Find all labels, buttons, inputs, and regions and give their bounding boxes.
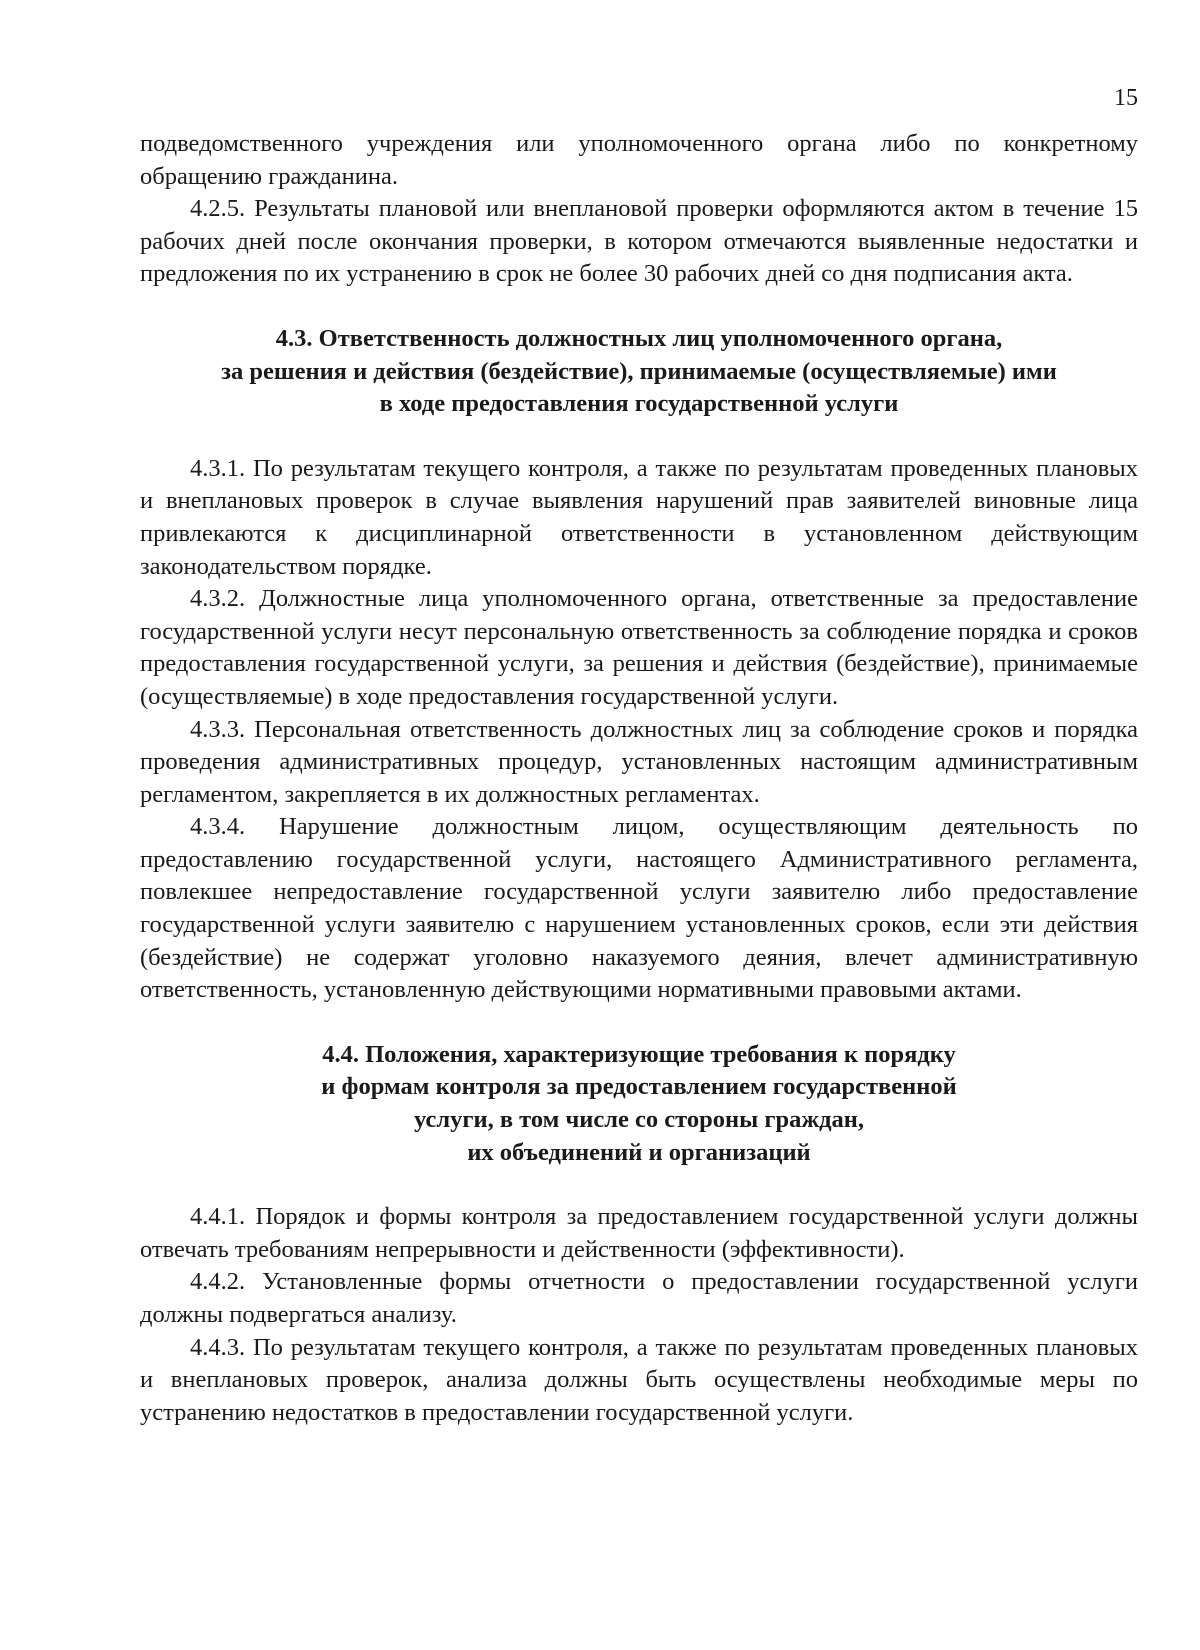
paragraph-4-3-3: 4.3.3. Персональная ответственность должностных лиц за соблюдение сроков и порядка проведения административных процедур, установленных настоящим административным регламентом, закрепляется в их должностных регламентах. <box>140 715 1138 808</box>
paragraph-4-4-3: 4.4.3. По результатам текущего контроля, а также по результатам проведенных плановых и внеплановых проверок, анализа должны быть осуществлены необходимые меры по устранению недостатков в предоставлении государственной услуги. <box>140 1333 1138 1426</box>
heading-line: их объединений и организаций <box>467 1138 811 1166</box>
heading-line: и формам контроля за предоставлением государственной <box>321 1073 957 1101</box>
paragraph-4-2-5: 4.2.5. Результаты плановой или внеплановой проверки оформляются актом в течение 15 рабочих дней после окончания проверки, в котором отмечаются выявленные недостатки и предложения по их устранению в срок не более 30 рабочих дней со дня подписания акта. <box>140 195 1138 288</box>
section-heading-4-3 <box>140 323 1138 421</box>
heading-line: в ходе предоставления государственной услуги <box>379 390 899 418</box>
page-number: 15 <box>1114 85 1138 111</box>
paragraph-4-3-4: 4.3.4. Нарушение должностным лицом, осуществляющим деятельность по предоставлению государственной услуги, настоящего Административного регламента, повлекшее непредоставление государственной услуги заявителю либо предоставление государственной услуги заявителю с нарушением установленных сроков, если эти действия (бездействие) не содержат уголовно наказуемого деяния, влечет административную ответственность, установленную действующими нормативными правовыми актами. <box>140 813 1138 1004</box>
heading-line: услуги, в том числе со стороны граждан, <box>413 1106 865 1134</box>
heading-line: за решения и действия (бездействие), принимаемые (осуществляемые) ими <box>221 357 1057 385</box>
document-body <box>140 128 1138 1429</box>
paragraph-4-3-1: 4.3.1. По результатам текущего контроля, а также по результатам проведенных плановых и внеплановых проверок в случае выявления нарушений прав заявителей виновные лица привлекаются к дисциплинарной ответственности в установленном действующим законодательством порядке. <box>140 454 1138 580</box>
heading-line: 4.4. Положения, характеризующие требования к порядку <box>322 1040 956 1068</box>
section-heading-4-4 <box>140 1039 1138 1169</box>
paragraph-4-3-2: 4.3.2. Должностные лица уполномоченного органа, ответственные за предоставление государственной услуги несут персональную ответственность за соблюдение порядка и сроков предоставления государственной услуги, за решения и действия (бездействие), принимаемые (осуществляемые) в ходе предоставления государственной услуги. <box>140 585 1138 710</box>
paragraph-4-4-1: 4.4.1. Порядок и формы контроля за предоставлением государственной услуги должны отвечать требованиям непрерывности и действенности (эффективности). <box>140 1203 1138 1263</box>
heading-line: 4.3. Ответственность должностных лиц уполномоченного органа, <box>275 324 1003 352</box>
paragraph-4-4-2: 4.4.2. Установленные формы отчетности о предоставлении государственной услуги должны подвергаться анализу. <box>140 1268 1138 1328</box>
paragraph-continuation: подведомственного учреждения или уполномоченного органа либо по конкретному обращению гражданина. <box>140 130 1138 190</box>
